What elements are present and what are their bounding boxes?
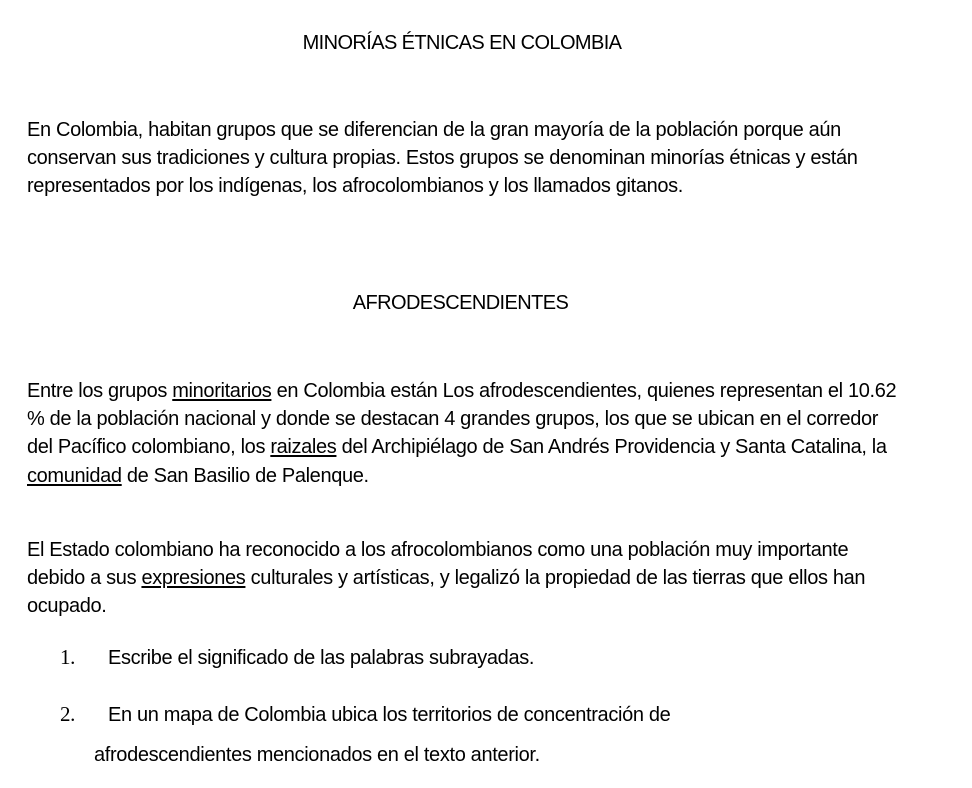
question-continuation: afrodescendientes mencionados en el texto anterior. <box>94 744 540 766</box>
section-title: AFRODESCENDIENTES <box>352 292 569 314</box>
paragraph-text: El Estado colombiano ha reconocido a los afrocolombianos como una población muy importante debido a sus <box>27 539 849 590</box>
paragraph-text: de San Basilio de Palenque. <box>121 464 369 487</box>
question-item <box>60 644 534 671</box>
underlined-word-raizales: raizales <box>270 436 337 459</box>
underlined-word-minoritarios: minoritarios <box>172 380 272 402</box>
document-title: MINORÍAS ÉTNICAS EN COLOMBIA <box>302 32 622 54</box>
underlined-word-expresiones: expresiones <box>141 567 246 590</box>
paragraph-text: en Colombia están Los afrodescendientes, quienes representan el 10.62 % de la población nacional y donde se destacan 4 grandes grupos, los que se ubican en el corredor del Pacífico colombiano, los <box>27 380 897 459</box>
paragraph-afrodescendientes <box>27 377 907 490</box>
question-text: Escribe el significado de las palabras subrayadas. <box>108 647 535 669</box>
question-number: 1. <box>60 645 76 669</box>
question-text: En un mapa de Colombia ubica los territorios de concentración de <box>108 704 671 726</box>
paragraph-text: culturales y artísticas, y legalizó la propiedad de las tierras que ellos han ocupado. <box>27 567 866 618</box>
paragraph-text: Entre los grupos <box>27 380 173 402</box>
paragraph-estado <box>27 536 907 621</box>
intro-paragraph: En Colombia, habitan grupos que se diferencian de la gran mayoría de la población porque aún conservan sus tradiciones y cultura propias. Estos grupos se denominan minorías étnicas y están representados por los indígenas, los afrocolombianos y los llamados gitanos. <box>27 119 858 198</box>
underlined-word-comunidad: comunidad <box>27 464 122 487</box>
paragraph-text: del Archipiélago de San Andrés Providencia y Santa Catalina, la <box>336 436 887 459</box>
question-number: 2. <box>60 702 76 726</box>
question-item <box>60 701 670 728</box>
